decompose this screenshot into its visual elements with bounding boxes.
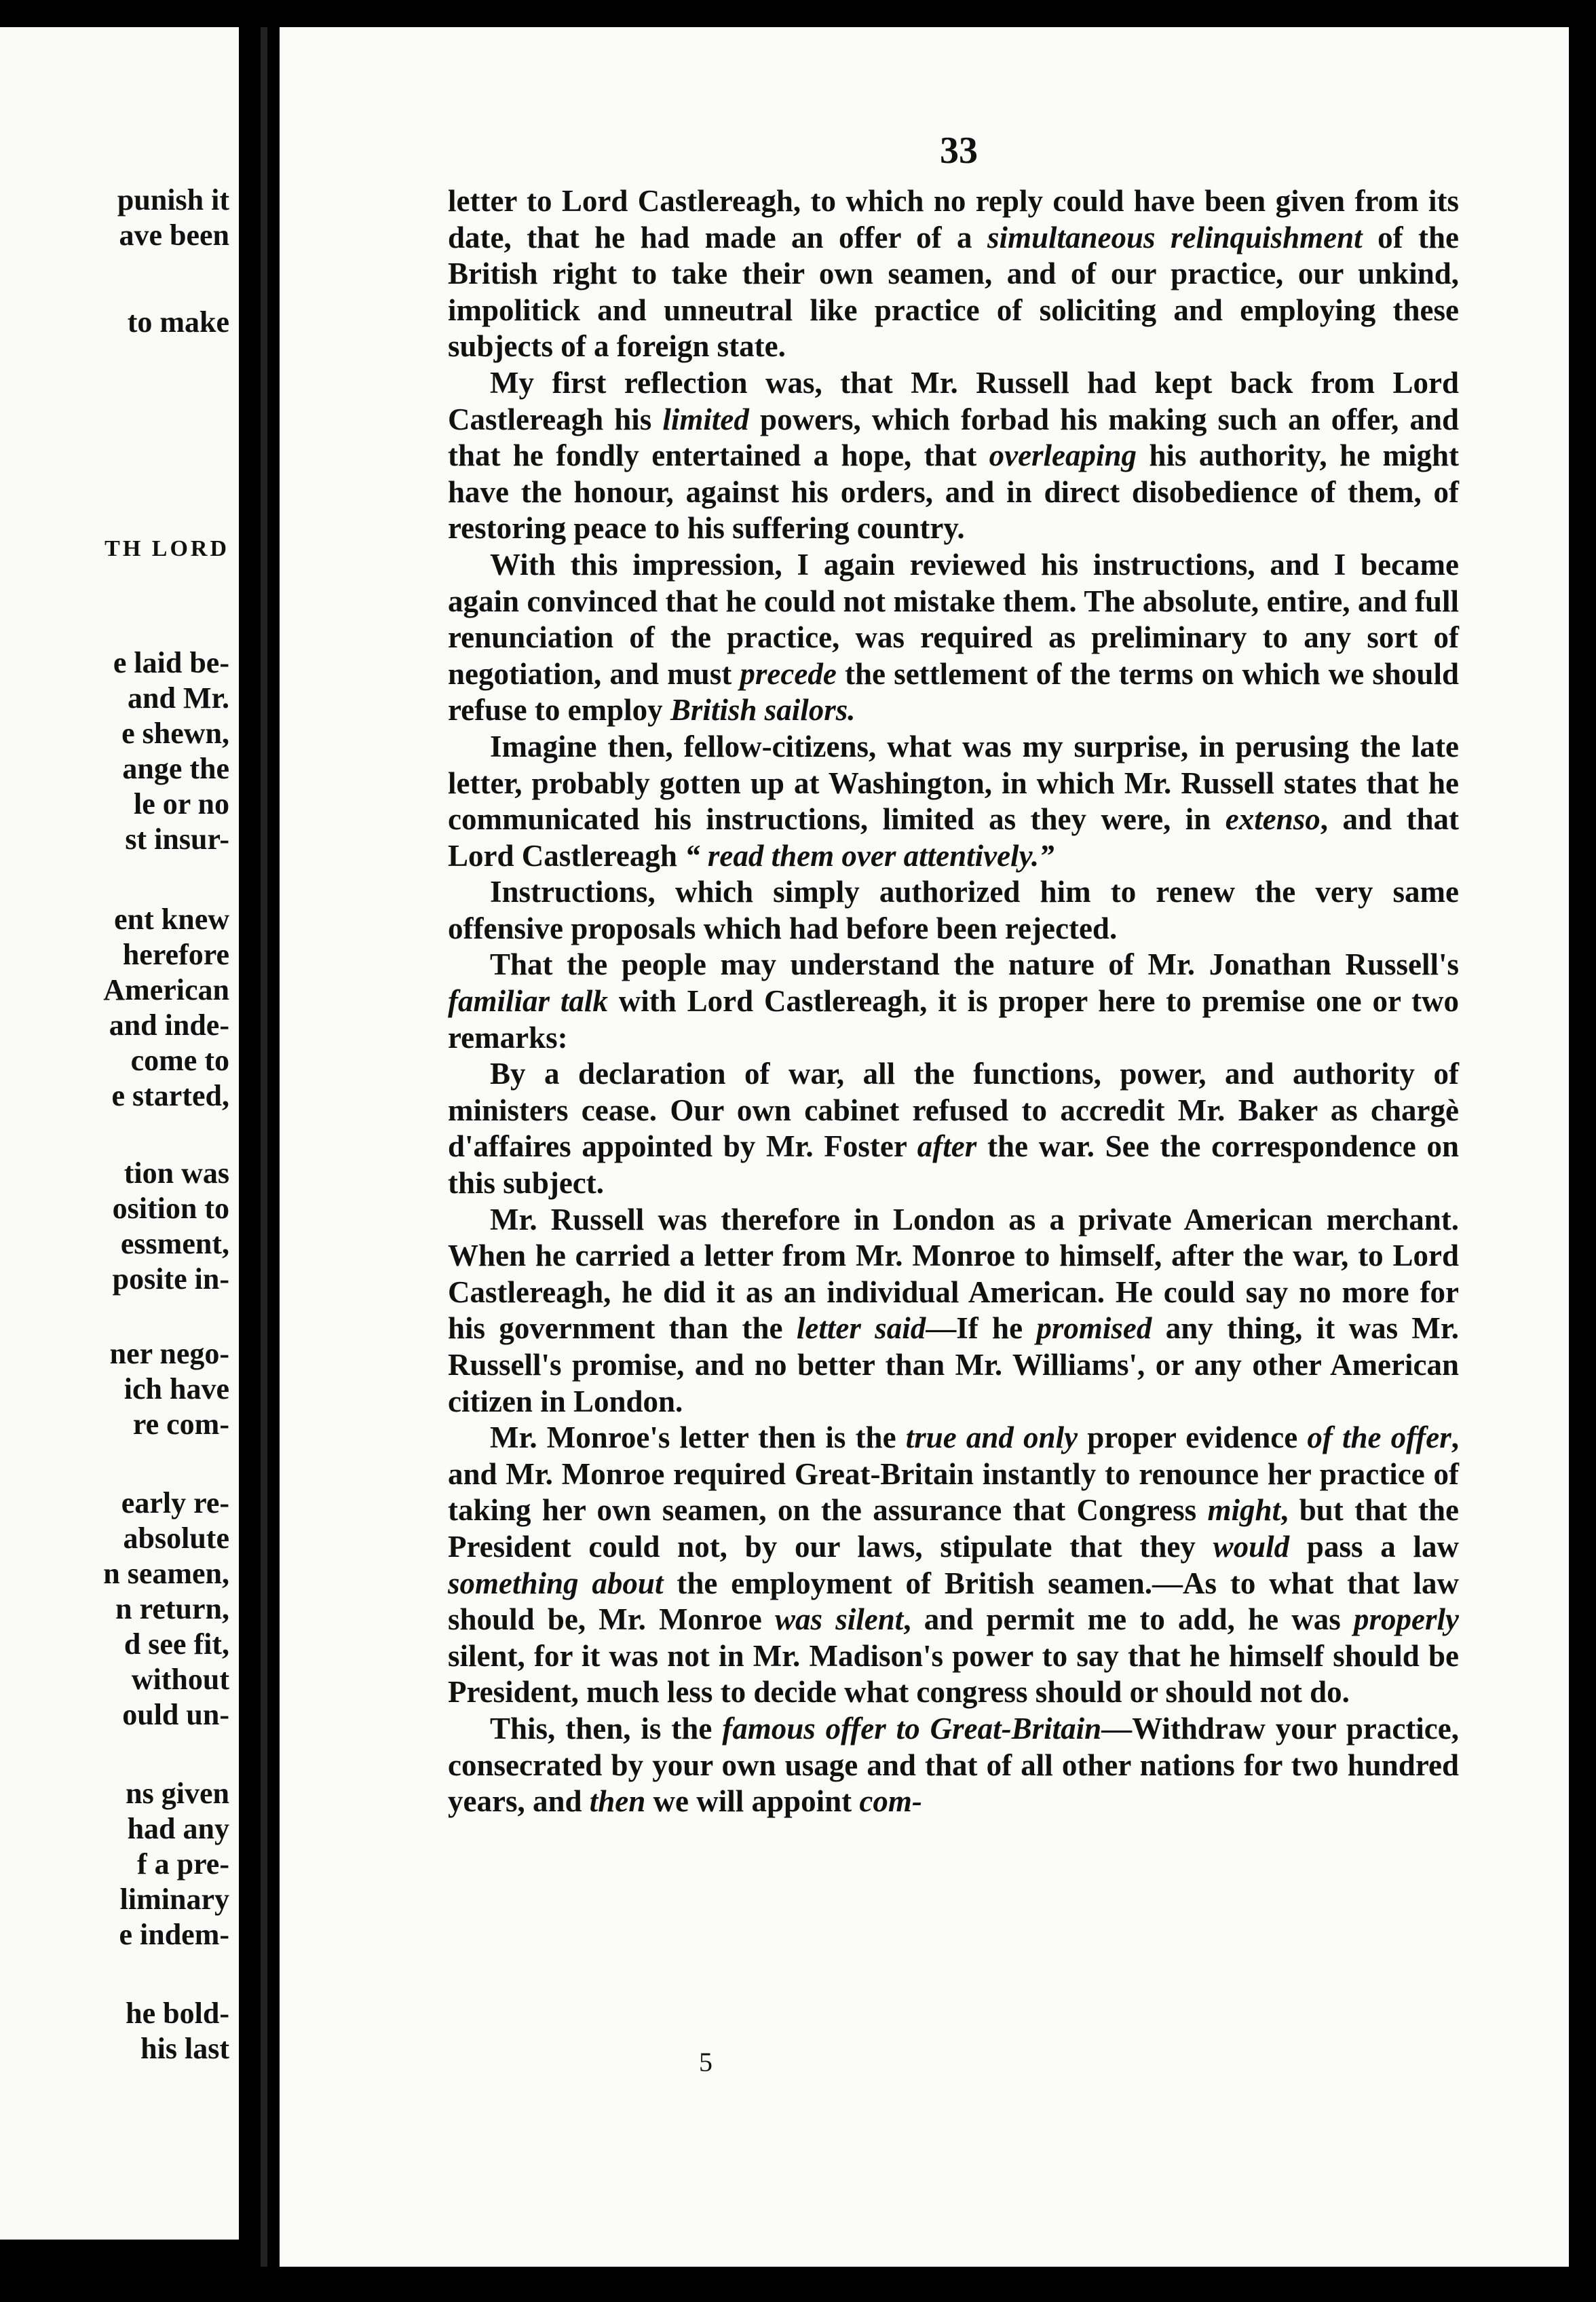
text-run: Imagine then, fellow-citizens, what was my surprise, in perusing the late letter, probably gotten up at Washington, in which Mr. Russell states that he communicated his instructions, limited as they were, in: [448, 729, 1459, 837]
text-run: This, then, is the: [490, 1711, 723, 1746]
body-paragraph: [448, 729, 1459, 874]
italic-run: after: [917, 1129, 977, 1164]
italic-run: true and only: [905, 1420, 1078, 1455]
italic-run: letter said: [796, 1311, 926, 1346]
body-paragraph: [448, 365, 1459, 547]
left-page-line-fragment: ns given: [126, 1777, 229, 1810]
italic-run: limited: [662, 402, 749, 436]
left-page-line-fragment: tion was: [124, 1156, 229, 1190]
left-page-line-fragment: TH LORD: [104, 536, 229, 561]
text-run: proper evidence: [1078, 1420, 1308, 1455]
body-paragraph: [448, 547, 1459, 729]
text-run: , but that the President could not, by our laws, stipulate that they: [448, 1493, 1459, 1564]
scan-right-border: [1569, 0, 1596, 2302]
italic-run: something about: [448, 1566, 664, 1600]
left-page-line-fragment: posite in-: [112, 1262, 229, 1296]
text-run: , and permit me to add, he was: [903, 1602, 1354, 1637]
left-page-line-fragment: re com-: [132, 1408, 229, 1441]
text-run: Instructions, which simply authorized him to renew the very same offensive proposals which had before been rejected.: [448, 875, 1459, 945]
body-paragraph: [448, 1711, 1459, 1820]
left-page-line-fragment: ange the: [122, 752, 229, 785]
body-paragraph: [448, 947, 1459, 1056]
text-run: his authority, he might have the honour, against his orders, and in direct disobedience of them, of restoring peace to his suffering country.: [448, 438, 1459, 546]
body-paragraph: [448, 874, 1459, 947]
text-run: —If he: [926, 1311, 1037, 1346]
left-page-line-fragment: e started,: [111, 1079, 229, 1112]
left-page-line-fragment: n seamen,: [103, 1557, 229, 1590]
left-page-line-fragment: ould un-: [122, 1698, 229, 1731]
text-run: Mr. Monroe's letter then is the: [490, 1420, 906, 1455]
italic-run: promised: [1036, 1311, 1152, 1346]
text-run: silent, for it was not in Mr. Madison's power to say that he himself should be President, much less to decide what congress should or should not do.: [448, 1638, 1459, 1710]
text-run: Mr. Russell was therefore in London as a private American merchant. When he carried a letter from Mr. Monroe to himself, after the war, to Lord Castlereagh, he did it as an individual American. He could say no more for his government than the: [448, 1202, 1459, 1346]
left-page-line-fragment: e shewn,: [121, 717, 229, 750]
left-page-line-fragment: d see fit,: [124, 1627, 229, 1661]
left-page-line-fragment: without: [131, 1663, 229, 1696]
text-run: —Withdraw your practice, consecrated by your own usage and that of all other nations for two hundred years, and: [448, 1711, 1459, 1819]
left-page-line-fragment: and Mr.: [128, 681, 229, 715]
body-paragraph: [448, 1202, 1459, 1420]
left-page-line-fragment: ner nego-: [109, 1337, 229, 1370]
italic-run: extenso: [1225, 802, 1320, 837]
left-page-line-fragment: essment,: [120, 1227, 229, 1260]
left-page-line-fragment: liminary: [119, 1883, 229, 1916]
left-page-line-fragment: had any: [127, 1812, 229, 1845]
left-page-line-fragment: to make: [127, 305, 229, 339]
body-paragraph: [448, 183, 1459, 365]
text-run: with Lord Castlereagh, it is proper here to premise one or two remarks:: [448, 984, 1459, 1055]
left-page-line-fragment: he bold-: [126, 1997, 229, 2030]
text-run: pass a law: [1289, 1529, 1459, 1564]
italic-run: com-: [859, 1784, 922, 1819]
left-page-line-fragment: ich have: [124, 1372, 229, 1405]
left-page-line-fragment: his last: [140, 2032, 229, 2065]
italic-run: was silent: [774, 1602, 904, 1637]
italic-run: famous offer to Great-Britain: [722, 1711, 1102, 1746]
spine-edge: [261, 27, 267, 2267]
text-run: , and Mr. Monroe required Great-Britain instantly to renounce her practice of taking her own seamen, on the assurance that Congress: [448, 1420, 1460, 1528]
body-paragraph: [448, 1420, 1459, 1711]
text-run: we will appoint: [645, 1784, 860, 1819]
italic-run: simultaneous relinquishment: [987, 220, 1363, 254]
text-run: That the people may understand the nature of Mr. Jonathan Russell's: [490, 947, 1459, 982]
left-page-line-fragment: American: [103, 973, 229, 1006]
left-page-line-fragment: herefore: [122, 938, 229, 971]
italic-run: familiar talk: [448, 984, 608, 1019]
left-page-line-fragment: ent knew: [114, 903, 229, 936]
left-page-line-fragment: st insur-: [125, 823, 229, 856]
left-page-line-fragment: osition to: [112, 1192, 229, 1225]
left-page-line-fragment: absolute: [123, 1522, 229, 1555]
text-run: With this impression, I again reviewed his instructions, and I became again convinced that he could not mistake them. The absolute, entire, and full renunciation of the practice, was required as preliminary to any sort of negotiation, and must: [448, 547, 1459, 691]
page-body-text: [448, 183, 1459, 1820]
text-run: the settlement of the terms on which we should refuse to employ: [448, 656, 1459, 728]
body-paragraph: [448, 1056, 1459, 1201]
text-run: , and that Lord Castlereagh: [448, 802, 1459, 873]
text-run: My first reflection was, that Mr. Russell had kept back from Lord Castlereagh his: [448, 365, 1459, 436]
left-facing-page: [0, 27, 239, 2240]
left-page-line-fragment: come to: [130, 1044, 229, 1077]
left-page-line-fragment: f a pre-: [136, 1847, 229, 1881]
italic-run: would: [1213, 1529, 1290, 1564]
left-page-line-fragment: e indem-: [119, 1918, 229, 1951]
italic-run: British sailors.: [670, 693, 856, 728]
italic-run: then: [589, 1784, 646, 1819]
left-page-line-fragment: e laid be-: [113, 646, 229, 679]
italic-run: precede: [740, 656, 837, 691]
text-run: of the British right to take their own seamen, and of our practice, our unkind, impolitick and unneutral like practice of soliciting and employing these subjects of a foreign state.: [448, 220, 1459, 364]
text-run: the war. See the correspondence on this subject.: [448, 1129, 1459, 1201]
italic-run: “ read them over attentively.”: [685, 838, 1054, 873]
italic-run: overleaping: [989, 438, 1137, 473]
left-page-line-fragment: ave been: [119, 219, 229, 252]
page-number: 33: [940, 130, 978, 172]
left-page-line-fragment: punish it: [117, 183, 229, 216]
italic-run: might: [1207, 1493, 1281, 1528]
italic-run: properly: [1354, 1602, 1460, 1637]
text-run: any thing, it was Mr. Russell's promise, and no better than Mr. Williams', or any other American citizen in London.: [448, 1311, 1459, 1418]
left-page-line-fragment: early re-: [121, 1486, 229, 1520]
left-page-line-fragment: n return,: [115, 1592, 229, 1625]
signature-mark: 5: [699, 2047, 712, 2077]
text-run: the employment of British seamen.—As to what that law should be, Mr. Monroe: [448, 1566, 1459, 1637]
italic-run: of the offer: [1307, 1420, 1451, 1455]
left-page-line-fragment: and inde-: [109, 1008, 229, 1042]
text-run: powers, which forbad his making such an offer, and that he fondly entertained a hope, that: [448, 402, 1459, 473]
left-page-line-fragment: le or no: [134, 787, 229, 820]
book-gutter: [239, 0, 280, 2302]
text-run: letter to Lord Castlereagh, to which no reply could have been given from its date, that he had made an offer of a: [448, 184, 1459, 254]
text-run: By a declaration of war, all the functions, power, and authority of ministers cease. Our own cabinet refused to accredit Mr. Baker as chargè d'affaires appointed by Mr. Foster: [448, 1057, 1459, 1164]
